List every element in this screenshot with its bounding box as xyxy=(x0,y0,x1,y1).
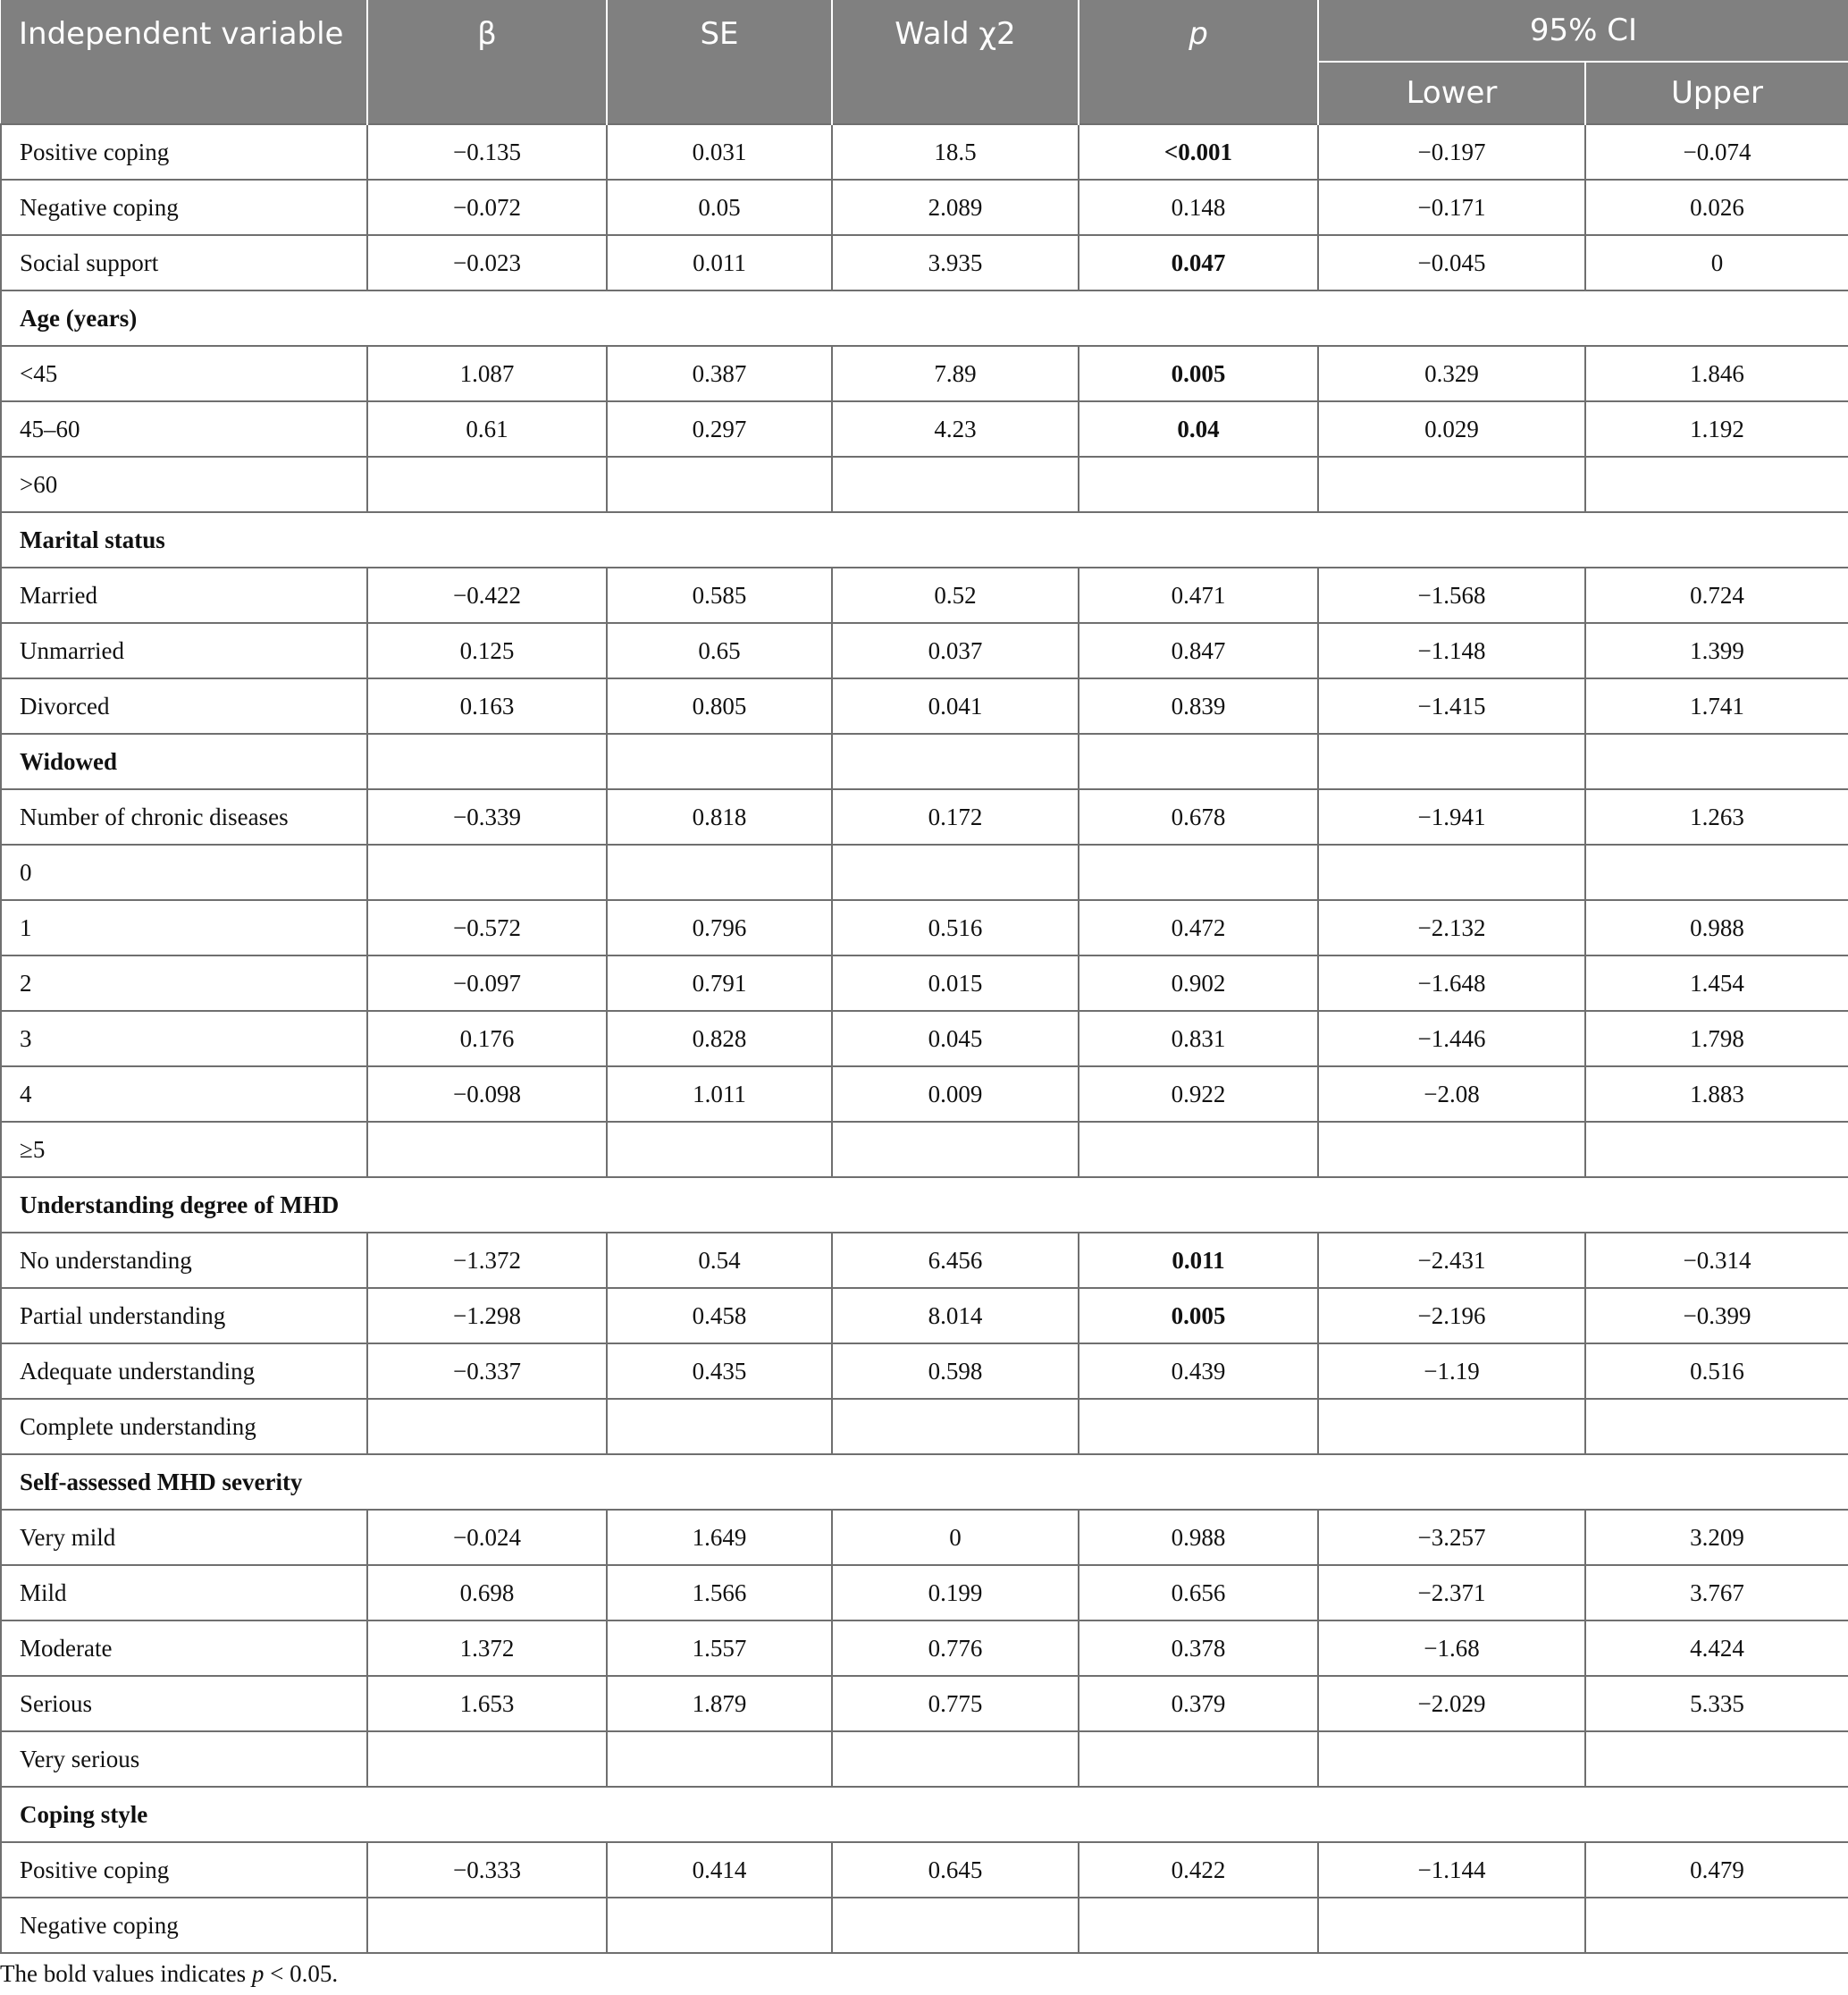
cell-se: 0.65 xyxy=(607,623,832,678)
row-label: 4 xyxy=(1,1066,367,1122)
cell-se: 1.557 xyxy=(607,1620,832,1676)
cell-p: 0.379 xyxy=(1079,1676,1318,1731)
cell-upper xyxy=(1585,734,1848,789)
table-row xyxy=(1,568,1848,623)
cell-p: 0.011 xyxy=(1079,1233,1318,1288)
table-row xyxy=(1,1122,1848,1177)
row-label: Moderate xyxy=(1,1620,367,1676)
cell-wald: 0.516 xyxy=(832,900,1079,955)
group-header-row xyxy=(1,290,1848,346)
cell-p: 0.839 xyxy=(1079,678,1318,734)
table-row xyxy=(1,900,1848,955)
cell-upper xyxy=(1585,457,1848,512)
group-label: Coping style xyxy=(1,1787,1848,1842)
group-label: Marital status xyxy=(1,512,1848,568)
cell-upper xyxy=(1585,1122,1848,1177)
cell-p: 0.005 xyxy=(1079,346,1318,401)
row-label: Married xyxy=(1,568,367,623)
cell-upper: 0.479 xyxy=(1585,1842,1848,1898)
cell-wald: 3.935 xyxy=(832,235,1079,290)
cell-beta: 0.176 xyxy=(367,1011,607,1066)
table-row xyxy=(1,955,1848,1011)
cell-upper: 1.846 xyxy=(1585,346,1848,401)
cell-wald: 0.045 xyxy=(832,1011,1079,1066)
cell-beta xyxy=(367,845,607,900)
cell-lower: −0.045 xyxy=(1318,235,1585,290)
cell-wald xyxy=(832,734,1079,789)
cell-beta: −0.098 xyxy=(367,1066,607,1122)
cell-upper: −0.074 xyxy=(1585,124,1848,180)
table-row xyxy=(1,678,1848,734)
table-row xyxy=(1,235,1848,290)
cell-wald: 0.775 xyxy=(832,1676,1079,1731)
table-body xyxy=(1,124,1848,1953)
cell-beta: 0.125 xyxy=(367,623,607,678)
row-label: Partial understanding xyxy=(1,1288,367,1343)
cell-lower: −2.431 xyxy=(1318,1233,1585,1288)
header-p: p xyxy=(1079,0,1318,124)
cell-p: 0.047 xyxy=(1079,235,1318,290)
cell-se: 0.031 xyxy=(607,124,832,180)
cell-wald xyxy=(832,1399,1079,1454)
header-ci-upper: Upper xyxy=(1585,62,1848,124)
cell-lower: −0.171 xyxy=(1318,180,1585,235)
cell-se: 0.435 xyxy=(607,1343,832,1399)
cell-upper: 0.026 xyxy=(1585,180,1848,235)
row-label: 1 xyxy=(1,900,367,955)
footnote-prefix: The bold values indicates xyxy=(0,1960,252,1987)
header-ci-lower: Lower xyxy=(1318,62,1585,124)
cell-p xyxy=(1079,734,1318,789)
row-label: 0 xyxy=(1,845,367,900)
cell-lower: −2.196 xyxy=(1318,1288,1585,1343)
cell-wald: 0.009 xyxy=(832,1066,1079,1122)
cell-p: 0.988 xyxy=(1079,1510,1318,1565)
cell-upper xyxy=(1585,845,1848,900)
cell-upper: 1.263 xyxy=(1585,789,1848,845)
cell-se xyxy=(607,1399,832,1454)
cell-upper: 4.424 xyxy=(1585,1620,1848,1676)
cell-lower: −1.144 xyxy=(1318,1842,1585,1898)
cell-lower: −2.132 xyxy=(1318,900,1585,955)
cell-se: 1.011 xyxy=(607,1066,832,1122)
group-label: Understanding degree of MHD xyxy=(1,1177,1848,1233)
table-row xyxy=(1,1842,1848,1898)
header-independent-variable: Independent variable xyxy=(1,0,367,124)
cell-beta: −0.135 xyxy=(367,124,607,180)
cell-lower: −2.08 xyxy=(1318,1066,1585,1122)
cell-beta: 1.372 xyxy=(367,1620,607,1676)
table-row xyxy=(1,789,1848,845)
cell-wald: 0.015 xyxy=(832,955,1079,1011)
cell-lower xyxy=(1318,1122,1585,1177)
cell-wald: 0.776 xyxy=(832,1620,1079,1676)
cell-beta xyxy=(367,1731,607,1787)
table-row xyxy=(1,623,1848,678)
row-label: 2 xyxy=(1,955,367,1011)
cell-se: 0.791 xyxy=(607,955,832,1011)
cell-lower: −3.257 xyxy=(1318,1510,1585,1565)
cell-wald: 0.598 xyxy=(832,1343,1079,1399)
cell-p: 0.422 xyxy=(1079,1842,1318,1898)
cell-se: 0.585 xyxy=(607,568,832,623)
table-row xyxy=(1,1399,1848,1454)
cell-p: 0.378 xyxy=(1079,1620,1318,1676)
cell-lower xyxy=(1318,845,1585,900)
cell-p: 0.902 xyxy=(1079,955,1318,1011)
cell-se: 0.54 xyxy=(607,1233,832,1288)
cell-se: 0.387 xyxy=(607,346,832,401)
cell-lower xyxy=(1318,457,1585,512)
table-row xyxy=(1,1066,1848,1122)
cell-p: 0.04 xyxy=(1079,401,1318,457)
row-label: Mild xyxy=(1,1565,367,1620)
table-row xyxy=(1,1343,1848,1399)
cell-beta: −1.298 xyxy=(367,1288,607,1343)
table-row xyxy=(1,1620,1848,1676)
cell-wald: 4.23 xyxy=(832,401,1079,457)
cell-upper: 1.741 xyxy=(1585,678,1848,734)
cell-lower xyxy=(1318,1898,1585,1953)
cell-p xyxy=(1079,1399,1318,1454)
cell-upper: 0.988 xyxy=(1585,900,1848,955)
cell-se: 0.458 xyxy=(607,1288,832,1343)
cell-upper: −0.314 xyxy=(1585,1233,1848,1288)
cell-wald: 7.89 xyxy=(832,346,1079,401)
cell-wald: 0.037 xyxy=(832,623,1079,678)
table-row xyxy=(1,1565,1848,1620)
row-label: No understanding xyxy=(1,1233,367,1288)
row-label: Negative coping xyxy=(1,1898,367,1953)
table-row xyxy=(1,1898,1848,1953)
group-header-row xyxy=(1,1787,1848,1842)
cell-lower xyxy=(1318,1731,1585,1787)
cell-lower: −1.148 xyxy=(1318,623,1585,678)
cell-beta xyxy=(367,1898,607,1953)
cell-beta xyxy=(367,1399,607,1454)
table-row xyxy=(1,1011,1848,1066)
cell-lower: −1.446 xyxy=(1318,1011,1585,1066)
cell-wald: 0.645 xyxy=(832,1842,1079,1898)
cell-upper: −0.399 xyxy=(1585,1288,1848,1343)
table-header xyxy=(1,0,1848,124)
cell-se xyxy=(607,1731,832,1787)
cell-p: 0.005 xyxy=(1079,1288,1318,1343)
cell-lower xyxy=(1318,734,1585,789)
cell-wald xyxy=(832,1898,1079,1953)
table-row xyxy=(1,346,1848,401)
group-label: Self-assessed MHD severity xyxy=(1,1454,1848,1510)
cell-se: 1.649 xyxy=(607,1510,832,1565)
cell-se: 0.805 xyxy=(607,678,832,734)
table-row xyxy=(1,401,1848,457)
cell-p: <0.001 xyxy=(1079,124,1318,180)
cell-se xyxy=(607,734,832,789)
cell-beta: −0.422 xyxy=(367,568,607,623)
cell-beta: −0.337 xyxy=(367,1343,607,1399)
cell-beta xyxy=(367,457,607,512)
cell-upper: 1.192 xyxy=(1585,401,1848,457)
cell-wald xyxy=(832,457,1079,512)
cell-beta: −1.372 xyxy=(367,1233,607,1288)
cell-upper: 1.883 xyxy=(1585,1066,1848,1122)
cell-upper: 1.798 xyxy=(1585,1011,1848,1066)
cell-lower: −1.941 xyxy=(1318,789,1585,845)
cell-beta: −0.023 xyxy=(367,235,607,290)
cell-lower: −1.648 xyxy=(1318,955,1585,1011)
cell-wald: 6.456 xyxy=(832,1233,1079,1288)
header-beta: β xyxy=(367,0,607,124)
table-row xyxy=(1,1288,1848,1343)
cell-lower: 0.029 xyxy=(1318,401,1585,457)
cell-lower xyxy=(1318,1399,1585,1454)
cell-wald: 2.089 xyxy=(832,180,1079,235)
cell-se: 0.796 xyxy=(607,900,832,955)
cell-se: 1.566 xyxy=(607,1565,832,1620)
table-row xyxy=(1,180,1848,235)
cell-se xyxy=(607,1122,832,1177)
cell-wald: 0.041 xyxy=(832,678,1079,734)
cell-wald: 0.52 xyxy=(832,568,1079,623)
group-label: Age (years) xyxy=(1,290,1848,346)
header-95-ci: 95% CI xyxy=(1318,0,1848,62)
row-label: 45–60 xyxy=(1,401,367,457)
table-row xyxy=(1,457,1848,512)
row-label: Divorced xyxy=(1,678,367,734)
row-label: <45 xyxy=(1,346,367,401)
cell-lower: −2.371 xyxy=(1318,1565,1585,1620)
cell-se: 0.818 xyxy=(607,789,832,845)
cell-p: 0.922 xyxy=(1079,1066,1318,1122)
row-label: Very serious xyxy=(1,1731,367,1787)
cell-p xyxy=(1079,1731,1318,1787)
cell-p: 0.678 xyxy=(1079,789,1318,845)
row-label: 3 xyxy=(1,1011,367,1066)
cell-p: 0.439 xyxy=(1079,1343,1318,1399)
cell-upper: 0.724 xyxy=(1585,568,1848,623)
cell-p xyxy=(1079,1898,1318,1953)
cell-p: 0.831 xyxy=(1079,1011,1318,1066)
cell-wald: 8.014 xyxy=(832,1288,1079,1343)
cell-p xyxy=(1079,457,1318,512)
row-label: >60 xyxy=(1,457,367,512)
cell-beta: −0.097 xyxy=(367,955,607,1011)
cell-p: 0.656 xyxy=(1079,1565,1318,1620)
cell-p xyxy=(1079,845,1318,900)
cell-wald: 0.172 xyxy=(832,789,1079,845)
table-row xyxy=(1,124,1848,180)
cell-lower: −2.029 xyxy=(1318,1676,1585,1731)
cell-beta xyxy=(367,1122,607,1177)
cell-lower: −1.19 xyxy=(1318,1343,1585,1399)
row-label: Serious xyxy=(1,1676,367,1731)
row-label: Positive coping xyxy=(1,1842,367,1898)
table-row xyxy=(1,1731,1848,1787)
group-header-row xyxy=(1,512,1848,568)
cell-beta: 0.698 xyxy=(367,1565,607,1620)
table-row xyxy=(1,1233,1848,1288)
cell-p: 0.472 xyxy=(1079,900,1318,955)
header-se: SE xyxy=(607,0,832,124)
group-header-row xyxy=(1,1454,1848,1510)
cell-se: 0.011 xyxy=(607,235,832,290)
cell-se: 0.297 xyxy=(607,401,832,457)
cell-wald xyxy=(832,1731,1079,1787)
cell-lower: −0.197 xyxy=(1318,124,1585,180)
cell-se: 0.828 xyxy=(607,1011,832,1066)
row-label: Very mild xyxy=(1,1510,367,1565)
group-header-row xyxy=(1,1177,1848,1233)
cell-p: 0.471 xyxy=(1079,568,1318,623)
cell-se xyxy=(607,457,832,512)
footnote-suffix: < 0.05. xyxy=(264,1960,339,1987)
table-row xyxy=(1,1676,1848,1731)
cell-beta: −0.072 xyxy=(367,180,607,235)
row-label: ≥5 xyxy=(1,1122,367,1177)
cell-wald: 0.199 xyxy=(832,1565,1079,1620)
cell-upper: 1.454 xyxy=(1585,955,1848,1011)
row-label: Complete understanding xyxy=(1,1399,367,1454)
cell-beta: −0.339 xyxy=(367,789,607,845)
table-row xyxy=(1,734,1848,789)
cell-beta: −0.572 xyxy=(367,900,607,955)
row-label: Negative coping xyxy=(1,180,367,235)
cell-se xyxy=(607,1898,832,1953)
cell-upper xyxy=(1585,1731,1848,1787)
cell-upper: 3.209 xyxy=(1585,1510,1848,1565)
table-row xyxy=(1,1510,1848,1565)
cell-wald: 18.5 xyxy=(832,124,1079,180)
footnote-p-symbol: p xyxy=(251,1960,265,1987)
table-footnote xyxy=(0,1960,338,1988)
cell-se: 1.879 xyxy=(607,1676,832,1731)
cell-beta: 1.653 xyxy=(367,1676,607,1731)
row-label: Widowed xyxy=(1,734,367,789)
cell-p: 0.148 xyxy=(1079,180,1318,235)
cell-se: 0.414 xyxy=(607,1842,832,1898)
header-wald-chi2: Wald χ2 xyxy=(832,0,1079,124)
cell-se: 0.05 xyxy=(607,180,832,235)
cell-beta: 0.61 xyxy=(367,401,607,457)
cell-beta: −0.333 xyxy=(367,1842,607,1898)
cell-lower: 0.329 xyxy=(1318,346,1585,401)
row-label: Adequate understanding xyxy=(1,1343,367,1399)
cell-upper: 3.767 xyxy=(1585,1565,1848,1620)
cell-wald xyxy=(832,845,1079,900)
cell-wald xyxy=(832,1122,1079,1177)
cell-wald: 0 xyxy=(832,1510,1079,1565)
row-label: Social support xyxy=(1,235,367,290)
row-label: Number of chronic diseases xyxy=(1,789,367,845)
cell-upper: 0 xyxy=(1585,235,1848,290)
cell-lower: −1.68 xyxy=(1318,1620,1585,1676)
cell-se xyxy=(607,845,832,900)
cell-beta: 1.087 xyxy=(367,346,607,401)
cell-p: 0.847 xyxy=(1079,623,1318,678)
cell-upper xyxy=(1585,1399,1848,1454)
cell-upper xyxy=(1585,1898,1848,1953)
cell-upper: 5.335 xyxy=(1585,1676,1848,1731)
cell-upper: 0.516 xyxy=(1585,1343,1848,1399)
cell-beta: −0.024 xyxy=(367,1510,607,1565)
cell-p xyxy=(1079,1122,1318,1177)
table-row xyxy=(1,845,1848,900)
cell-upper: 1.399 xyxy=(1585,623,1848,678)
row-label: Unmarried xyxy=(1,623,367,678)
cell-lower: −1.568 xyxy=(1318,568,1585,623)
cell-beta xyxy=(367,734,607,789)
row-label: Positive coping xyxy=(1,124,367,180)
cell-beta: 0.163 xyxy=(367,678,607,734)
cell-lower: −1.415 xyxy=(1318,678,1585,734)
